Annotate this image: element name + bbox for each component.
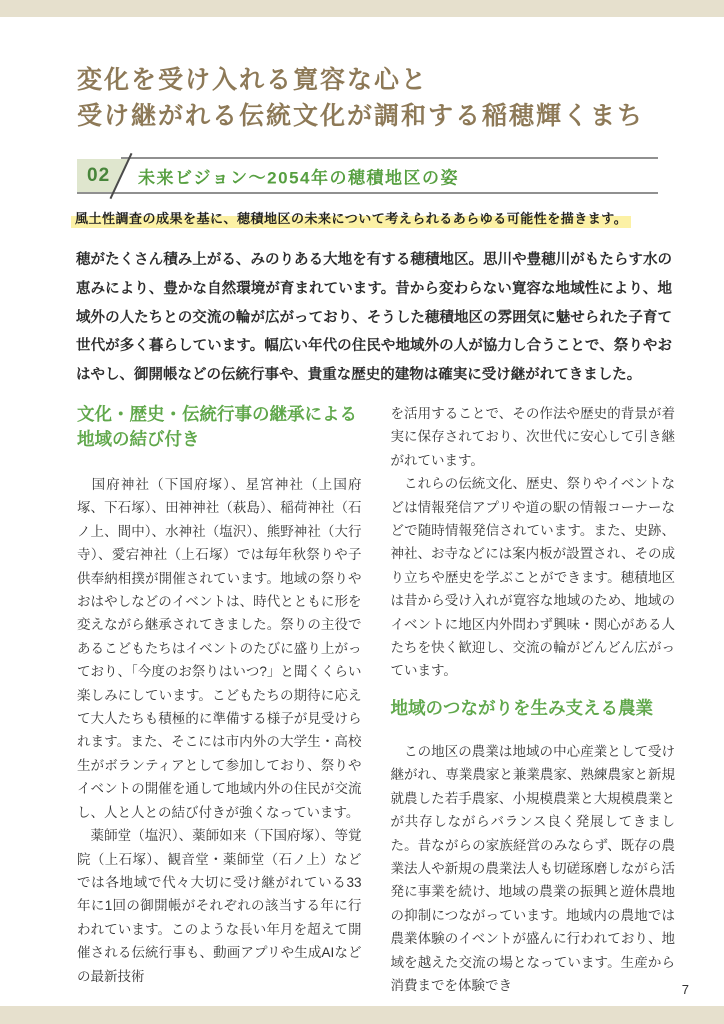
- page-number: 7: [681, 982, 689, 997]
- top-beige-band: [0, 0, 724, 17]
- section-number: 02: [87, 164, 111, 186]
- section-title: 未来ビジョン～2054年の穂積地区の姿: [138, 168, 459, 187]
- page-title: [77, 62, 644, 134]
- section-banner: [77, 157, 658, 194]
- right-column-paragraph-1: を活用することで、その作法や歴史的背景が着実に保存されており、次世代に安心して引き継がれています。: [390, 406, 675, 468]
- left-column: [77, 402, 362, 1008]
- page-title-line-1: 変化を受け入れる寛容な心と: [77, 66, 429, 94]
- lead-highlight: 風土性調査の成果を基に、穂積地区の未来について考えられるあらゆる可能性を描きます。: [71, 209, 631, 228]
- banner-rule-bottom: [77, 192, 658, 194]
- left-column-heading: 文化・歴史・伝統行事の継承による地域の結び付き: [77, 404, 357, 449]
- intro-paragraph: 穂がたくさん積み上がる、みのりある大地を有する穂積地区。思川や豊穂川がもたらす水の恵みにより、豊かな自然環境が育まれています。昔から変わらない寛容な地域性により、地域外の人たちとの交流の輪が広がっており、そうした穂積地区の雰囲気に魅せられた子育て世代が多く暮らしています。幅広い年代の住民や地域外の人が協力し合うことで、祭りやおはやし、御開帳などの伝統行事や、貴重な歴史的建物は確実に受け継がれてきました。: [76, 252, 672, 384]
- bottom-beige-band: [0, 1006, 724, 1024]
- right-column: [391, 402, 676, 1008]
- two-column-body: [77, 402, 675, 1008]
- right-column-paragraph-2: これらの伝統文化、歴史、祭りやイベントなどは情報発信アプリや道の駅の情報コーナーなどで随時情報発信されています。また、史跡、神社、お寺などには案内板が設置され、その成り立ちや歴史を学ぶことができます。穂積地区は昔から受け入れが寛容な地域のため、地域のイベントに地区内外問わず興味・関心がある人たちを快く歓迎し、交流の輪がどんどん広がっています。: [390, 476, 675, 679]
- left-column-paragraph-2: 薬師堂（塩沢）、薬師如来（下国府塚）、等覚院（上石塚）、観音堂・薬師堂（石ノ上）などでは各地域で代々大切に受け継がれている33年に1回の御開帳がそれぞれの該当する年に行われています。このような長い年月を超えて開催される伝統行事も、動画アプリや生成AIなどの最新技術: [77, 828, 362, 984]
- page-title-line-2: 受け継がれる伝統文化が調和する稲穂輝くまち: [77, 102, 645, 130]
- banner-rule-top: [121, 157, 658, 159]
- right-column-paragraph-3: この地区の農業は地域の中心産業として受け継がれ、専業農家と兼業農家、熟練農家と新規就農した若手農家、小規模農業と大規模農業とが共存しながらバランス良く発展してきました。昔ながらの家族経営のみならず、既存の農業法人や新規の農業法人も切磋琢磨しながら活発に事業を続け、地域の農業の振興と遊休農地の抑制につながっています。地域内の農地では農業体験のイベントが盛んに行われており、地域を越えた交流の場となっています。生産から消費までを体験でき: [390, 743, 675, 993]
- lead-sentence: [71, 208, 631, 227]
- right-column-heading: 地域のつながりを生み支える農業: [390, 697, 653, 718]
- left-column-paragraph-1: 国府神社（下国府塚）、星宮神社（上国府塚、下石塚）、田神神社（萩島）、稲荷神社（石ノ上、間中）、水神社（塩沢）、熊野神社（大行寺）、愛宕神社（上石塚）では毎年秋祭りや子供奉納相撲が開催されています。地域の祭りやおはやしなどのイベントは、時代とともに形を変えながら継承されてきました。祭りの主役であるこどもたちはイベントのたびに盛り上がっており、「今度のお祭りはいつ?」と聞くくらい楽しみにしています。こどもたちの期待に応えて大人たちも積極的に準備する様子が見受けられます。また、そこには市内外の大学生・高校生がボランティアとして参加しており、祭りやイベントの開催を通して地域内外の住民が交流し、人と人との結び付きが強くなっています。: [77, 477, 362, 820]
